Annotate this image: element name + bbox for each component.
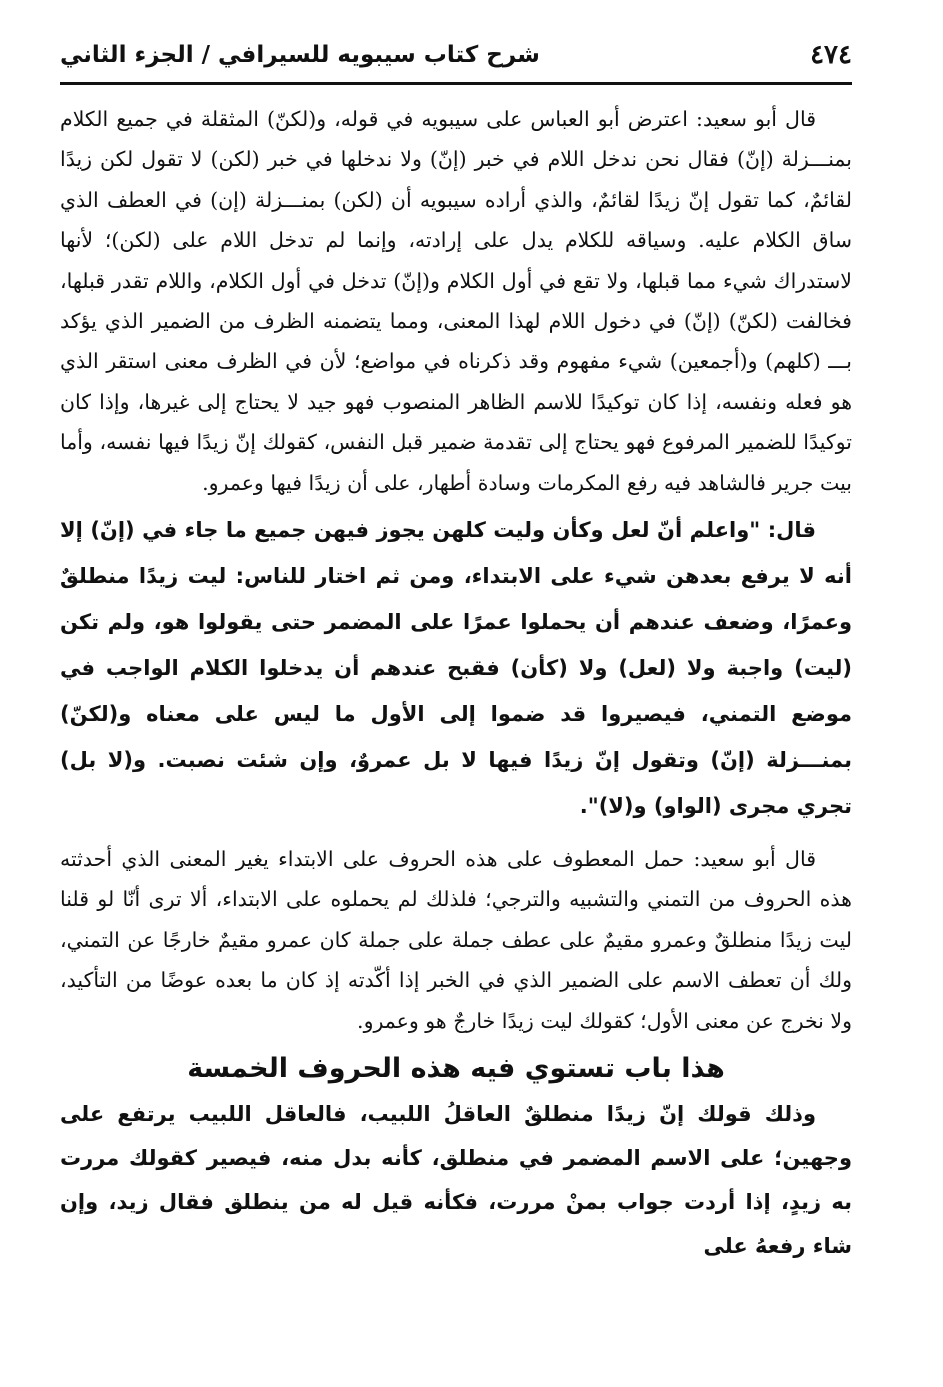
commentary-paragraph-2: قال أبو سعيد: حمل المعطوف على هذه الحروف على الابتداء يغير المعنى الذي أحدثته هذه الحروف من التمني والتشبيه والترجي؛ فلذلك لم يحملوه على الابتداء، ألا ترى أنّا لو قلنا ليت زيدًا منطلقٌ وعمرو مقيمٌ على عطف جملة على جملة كان عمرو مقيمٌ خارجًا عن التمني، ولك أن تعطف الاسم على الضمير الذي في الخبر إذا أكّدته إذ كان ما بعده عوضًا من التأكيد، ولا نخرج عن معنى الأول؛ كقولك ليت زيدًا خارجٌ هو وعمرو. [60, 847, 852, 1033]
page-number: ٤٧٤ [810, 40, 852, 70]
running-header [60, 38, 852, 85]
commentary-paragraph-1: قال أبو سعيد: اعترض أبو العباس على سيبويه في قوله، و(لكنّ) المثقلة في جميع الكلام بمنـــزلة (إنّ) فقال نحن ندخل اللام في خبر (إنّ) ولا ندخلها في خبر (لكن) لا تقول لكن زيدًا لقائمٌ، كما تقول إنّ زيدًا لقائمٌ، والذي أراده سيبويه أن (لكن) بمنـــزلة (إن) في العطف الذي ساق الكلام عليه. وسياقه للكلام يدل على إرادته، وإنما لم تدخل اللام على (لكن)؛ لأنها لاستدراك شيء مما قبلها، ولا تقع في أول الكلام و(إنّ) تدخل في أول الكلام، واللام تقدر قبلها، فخالفت (لكنّ) (إنّ) في دخول اللام لهذا المعنى، ومما يتضمنه الظرف من الضمير الذي يؤكد بـــ (كلهم) و(أجمعين) شيء مفهوم وقد ذكرناه في مواضع؛ لأن في الظرف معنى استقر الذي هو فعله ونفسه، إذا كان توكيدًا للاسم الظاهر المنصوب فهو جيد لا يحتاج إلى غيرها، وإذا كان توكيدًا للضمير المرفوع فهو يحتاج إلى تقدمة ضمير قبل النفس، كقولك إنّ زيدًا فيها نفسه، وأما بيت جرير فالشاهد فيه رفع المكرمات وسادة أطهار، على أن زيدًا فيها وعمرو. [60, 107, 852, 495]
page-body [60, 99, 852, 1268]
chapter-heading: هذا باب تستوي فيه هذه الحروف الخمسة [187, 1053, 725, 1085]
sibawayh-quote-paragraph: قال: "واعلم أنّ لعل وكأن وليت كلهن يجوز فيهن جميع ما جاء في (إنّ) إلا أنه لا يرفع بعدهن شيء على الابتداء، ومن ثم اختار للناس: ليت زيدًا منطلقٌ وعمرًا، وضعف عندهم أن يحملوا عمرًا على المضمر حتى يقولوا هو، ولم تكن (ليت) واجبة ولا (لعل) ولا (كأن) فقبح عندهم أن يدخلوا الكلام الواجب في موضع التمني، فيصيروا قد ضموا إلى الأول ما ليس على معناه و(لكنّ) بمنـــزلة (إنّ) وتقول إنّ زيدًا فيها لا بل عمروٌ، وإن شئت نصبت. و(لا بل) تجري مجرى (الواو) و(لا)". [60, 518, 852, 819]
book-title: شرح كتاب سيبويه للسيرافي / الجزء الثاني [60, 42, 540, 68]
book-page [60, 38, 852, 1358]
chapter-opening-paragraph: وذلك قولك إنّ زيدًا منطلقٌ العاقلُ اللبيب، فالعاقل اللبيب يرتفع على وجهين؛ على الاسم المضمر في منطلق، كأنه بدل منه، فيصير كقولك مررت به زيدٍ، إذا أردت جواب بمنْ مررت، فكأنه قيل له من ينطلق فقال زيد، وإن شاء رفعهُ على [60, 1102, 852, 1259]
